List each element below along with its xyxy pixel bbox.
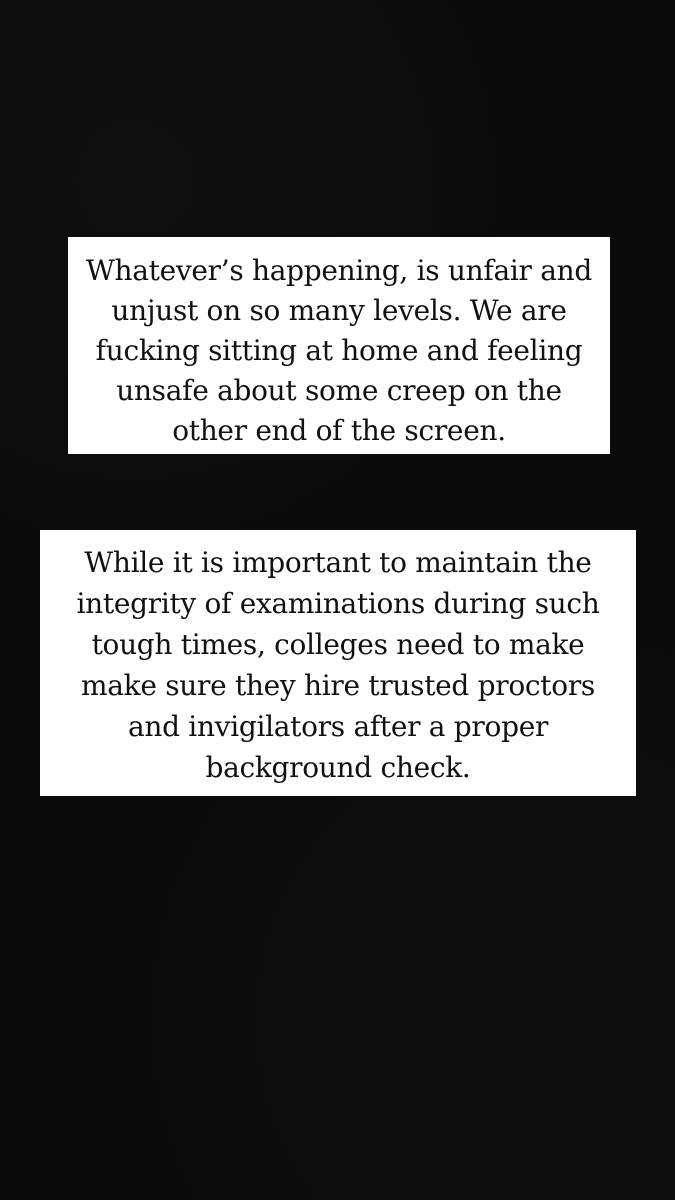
text-line: fucking sitting at home and feeling	[95, 334, 583, 367]
text-card-integrity	[40, 530, 636, 796]
text-line: tough times, colleges need to make	[91, 628, 585, 661]
text-line: and invigilators after a proper	[127, 710, 549, 743]
text-line: unjust on so many levels. We are	[111, 294, 567, 327]
text-line: background check.	[205, 751, 471, 784]
text-line: While it is important to maintain the	[84, 546, 592, 579]
text-line: integrity of examinations during such	[76, 587, 600, 620]
text-line: make sure they hire trusted proctors	[81, 669, 595, 702]
text-line: other end of the screen.	[172, 414, 506, 447]
text-card-unfair	[68, 237, 610, 454]
text-line: unsafe about some creep on the	[116, 374, 562, 407]
text-line: Whatever’s happening, is unfair and	[86, 254, 592, 287]
